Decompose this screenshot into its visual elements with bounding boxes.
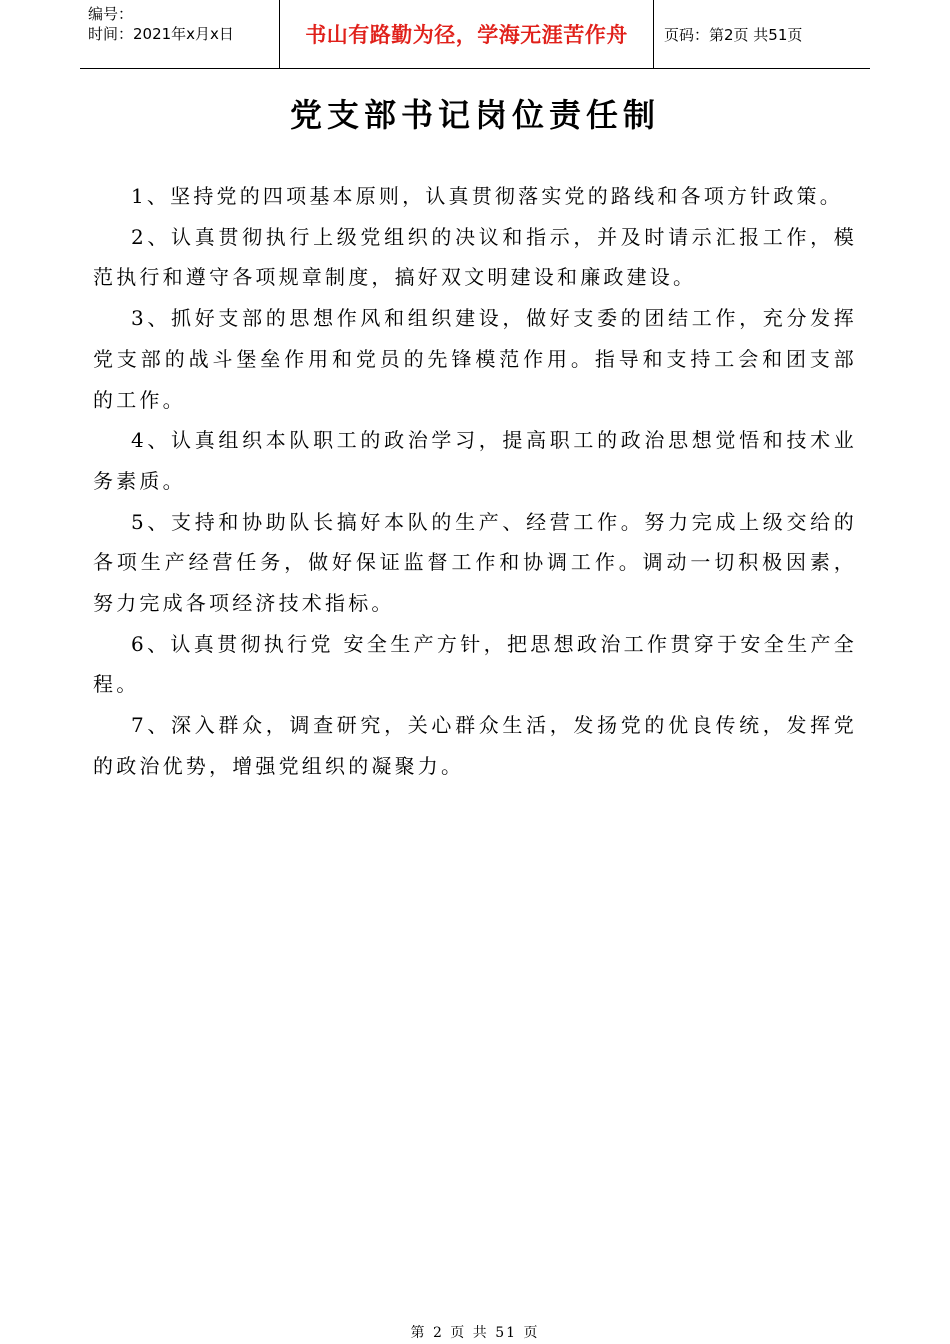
header-meta <box>80 0 280 68</box>
paragraph-3: 3、抓好支部的思想作风和组织建设，做好支委的团结工作，充分发挥党支部的战斗堡垒作用和党员的先锋模范作用。指导和支持工会和团支部的工作。 <box>93 306 857 412</box>
paragraph-2: 2、认真贯彻执行上级党组织的决议和指示，并及时请示汇报工作，模范执行和遵守各项规章制度，搞好双文明建设和廉政建设。 <box>93 224 857 290</box>
number-label: 编号： <box>88 5 134 23</box>
paragraph-1: 1、坚持党的四项基本原则，认真贯彻落实党的路线和各项方针政策。 <box>131 184 843 208</box>
page-header <box>80 0 870 69</box>
paragraph-5: 5、支持和协助队长搞好本队的生产、经营工作。努力完成上级交给的各项生产经营任务，做好保证监督工作和协调工作。调动一切积极因素，努力完成各项经济技术指标。 <box>93 509 857 616</box>
paragraph-4: 4、认真组织本队职工的政治学习，提高职工的政治思想觉悟和技术业务素质。 <box>93 428 857 493</box>
time-label: 时间：2021年x月x日 <box>88 25 234 43</box>
paragraph-6: 6、认真贯彻执行党 安全生产方针，把思想政治工作贯穿于安全生产全程。 <box>93 631 857 697</box>
header-motto: 书山有路勤为径，学海无涯苦作舟 <box>280 0 654 68</box>
paragraph-7: 7、深入群众，调查研究，关心群众生活，发扬党的优良传统，发挥党的政治优势，增强党组织的凝聚力。 <box>93 713 857 778</box>
header-page-info: 页码：第2页 共51页 <box>664 25 803 44</box>
page-footer: 第 2 页 共 51 页 <box>410 1325 540 1341</box>
document-title: 党支部书记岗位责任制 <box>289 96 660 134</box>
document-body <box>93 176 857 787</box>
